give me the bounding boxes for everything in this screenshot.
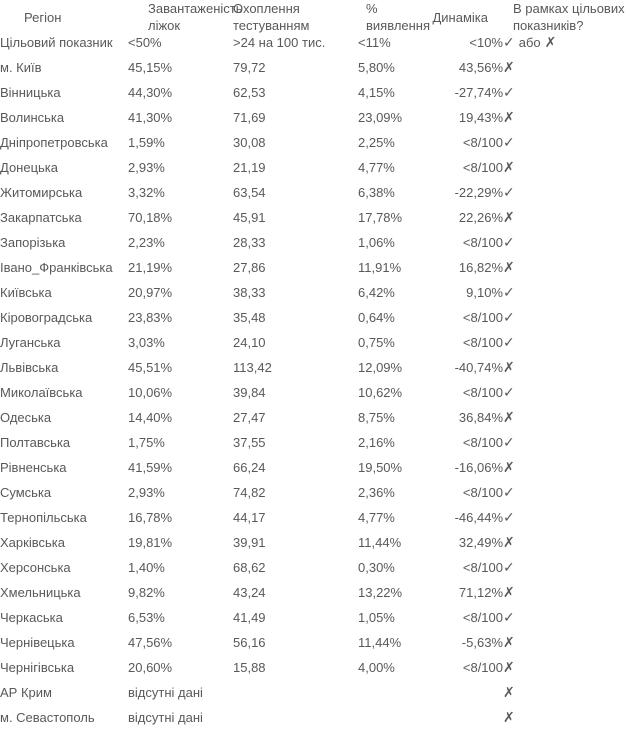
check-icon: ✓: [503, 334, 515, 350]
cell-dynamic: 43,56%: [458, 60, 503, 75]
header-row: [0, 0, 637, 34]
cell-beds: 14,40%: [128, 410, 173, 425]
cell-target-status: [503, 234, 637, 259]
cell-dynamic: -16,06%: [454, 460, 503, 475]
target-row-testing: >24 на 100 тис.: [233, 35, 326, 50]
cell-dynamic: 71,12%: [458, 585, 503, 600]
cell-target-status: [503, 159, 637, 184]
cell-testing: 39,84: [233, 385, 266, 400]
table-row: [0, 134, 637, 159]
cell-detect: 11,44%: [358, 535, 402, 550]
check-icon: ✓: [503, 184, 515, 200]
column-header-dynamic-line-1: Динаміка: [432, 9, 488, 25]
cell-region: Чернігівська: [0, 660, 75, 675]
column-header-detect: [358, 0, 431, 34]
cell-detect: 2,16%: [358, 435, 395, 450]
cell-beds: 2,93%: [128, 485, 165, 500]
table-row: [0, 59, 637, 84]
cell-dynamic: 36,84%: [458, 410, 503, 425]
cell-target-status: [503, 209, 637, 234]
cell-region: Закарпатська: [0, 210, 82, 225]
check-icon: ✓: [503, 234, 515, 250]
column-header-beds-line-1: Завантаженість: [148, 1, 243, 16]
cell-beds: 3,03%: [128, 335, 165, 350]
column-header-testing-line-1: Охоплення: [233, 1, 300, 16]
cell-testing: 79,72: [233, 60, 266, 75]
table-row: [0, 309, 637, 334]
cell-dynamic: [423, 684, 503, 709]
target-row-beds: <50%: [128, 35, 162, 50]
cell-beds: 3,32%: [128, 185, 165, 200]
cell-detect: 12,09%: [358, 360, 403, 375]
check-icon: ✓: [503, 509, 515, 525]
cell-beds: 41,59%: [128, 460, 173, 475]
cell-testing: 15,88: [233, 660, 266, 675]
cell-detect: 1,06%: [358, 235, 395, 250]
cell-detect: 17,78%: [358, 210, 403, 225]
cell-region: Київська: [0, 285, 52, 300]
table-row: [0, 84, 637, 109]
cell-beds: 19,81%: [128, 535, 173, 550]
cell-region: Львівська: [0, 360, 59, 375]
cell-target-status: [503, 84, 637, 109]
cell-region: Дніпропетровська: [0, 135, 108, 150]
cell-testing: 63,54: [233, 185, 266, 200]
target-row-legend: [503, 34, 637, 59]
cell-testing: 38,33: [233, 285, 266, 300]
cell-target-status: [503, 134, 637, 159]
cell-beds: 1,75%: [128, 435, 165, 450]
cell-beds: відсутні дані: [128, 685, 203, 700]
cell-testing: 27,86: [233, 260, 266, 275]
cell-target-status: [503, 484, 637, 509]
column-header-beds: [128, 0, 243, 34]
cell-testing: 74,82: [233, 485, 266, 500]
cell-testing: 113,42: [233, 360, 272, 375]
cell-target-status: [503, 709, 637, 734]
cell-detect: 4,00%: [358, 660, 395, 675]
check-icon: ✓: [503, 484, 515, 500]
cell-testing: 41,49: [233, 610, 266, 625]
cell-region: Івано_Франківська: [0, 260, 113, 275]
table-row: [0, 484, 637, 509]
cell-testing: 71,69: [233, 110, 266, 125]
table-row: [0, 709, 637, 734]
cell-region: м. Київ: [0, 60, 42, 75]
cell-target-status: [503, 584, 637, 609]
cell-detect: 11,44%: [358, 635, 402, 650]
cell-region: Луганська: [0, 335, 61, 350]
cell-detect: 6,42%: [358, 285, 395, 300]
table-row: [0, 184, 637, 209]
cell-region: Запорізька: [0, 235, 66, 250]
column-header-dynamic: [423, 0, 503, 34]
cell-beds: відсутні дані: [128, 710, 203, 725]
cell-target-status: [503, 684, 637, 709]
cell-target-status: [503, 509, 637, 534]
cell-detect: 8,75%: [358, 410, 395, 425]
table-row: [0, 409, 637, 434]
cell-target-status: [503, 259, 637, 284]
cell-region: Чернівецька: [0, 635, 75, 650]
cell-beds: 45,51%: [128, 360, 173, 375]
table-row: [0, 384, 637, 409]
cell-detect: 4,77%: [358, 510, 395, 525]
target-row-label: Цільовий показник: [0, 35, 113, 50]
cell-detect: 0,30%: [358, 560, 395, 575]
cell-beds: 21,19%: [128, 260, 173, 275]
cell-beds: 70,18%: [128, 210, 173, 225]
cell-testing: 43,24: [233, 585, 266, 600]
column-header-region: [0, 0, 128, 34]
cell-testing: 45,91: [233, 210, 266, 225]
cell-target-status: [503, 459, 637, 484]
table-row: [0, 659, 637, 684]
check-icon: ✓: [503, 434, 515, 450]
cell-beds: 23,83%: [128, 310, 173, 325]
table-row: [0, 359, 637, 384]
column-header-region-line-1: Регіон: [24, 9, 62, 25]
cell-dynamic: 19,43%: [458, 110, 503, 125]
table-row: [0, 334, 637, 359]
cell-testing: 56,16: [233, 635, 266, 650]
cell-testing: [233, 684, 358, 709]
cell-dynamic: <8/100: [462, 660, 503, 675]
cell-testing: 28,33: [233, 235, 266, 250]
target-row-detect: <11%: [358, 35, 391, 50]
cell-detect: [358, 709, 423, 734]
cell-detect: [358, 684, 423, 709]
cell-detect: 10,62%: [358, 385, 403, 400]
table-row: [0, 109, 637, 134]
cell-dynamic: <8/100: [462, 235, 503, 250]
cell-testing: 30,08: [233, 135, 266, 150]
cell-detect: 1,05%: [358, 610, 395, 625]
cell-target-status: [503, 309, 637, 334]
cell-region: Харківська: [0, 535, 65, 550]
table-row: [0, 434, 637, 459]
cell-dynamic: <8/100: [462, 485, 503, 500]
cell-region: Вінницька: [0, 85, 61, 100]
cell-dynamic: <8/100: [462, 335, 503, 350]
table-row: [0, 634, 637, 659]
cell-target-status: [503, 659, 637, 684]
table-row: [0, 459, 637, 484]
check-icon: ✓: [503, 284, 515, 300]
cell-detect: 19,50%: [358, 460, 403, 475]
column-header-target-line-2: показників?: [513, 18, 584, 33]
cross-icon: ✗: [503, 534, 515, 550]
cell-detect: 23,09%: [358, 110, 403, 125]
cross-icon: ✗: [503, 709, 515, 725]
cell-target-status: [503, 384, 637, 409]
cell-target-status: [503, 634, 637, 659]
table-body: [0, 34, 637, 734]
cell-region: Одеська: [0, 410, 52, 425]
check-icon: ✓: [503, 84, 515, 100]
cell-dynamic: -5,63%: [461, 635, 503, 650]
cell-dynamic: <8/100: [462, 135, 503, 150]
cell-beds: 16,78%: [128, 510, 173, 525]
cell-testing: 44,17: [233, 510, 266, 525]
cell-region: Миколаївська: [0, 385, 83, 400]
cell-beds: 6,53%: [128, 610, 165, 625]
cell-region: м. Севастополь: [0, 710, 95, 725]
cell-target-status: [503, 434, 637, 459]
cross-icon: ✗: [503, 409, 515, 425]
column-header-testing-line-2: тестуванням: [233, 18, 310, 33]
cross-icon: ✗: [503, 659, 515, 675]
cell-region: Донецька: [0, 160, 59, 175]
cell-beds: 20,60%: [128, 660, 173, 675]
check-icon: ✓: [503, 559, 515, 575]
cell-testing: 27,47: [233, 410, 266, 425]
cell-beds: 9,82%: [128, 585, 165, 600]
cell-detect: 4,15%: [358, 85, 395, 100]
cell-dynamic: -46,44%: [454, 510, 503, 525]
cell-beds: 45,15%: [128, 60, 173, 75]
cell-region: Черкаська: [0, 610, 63, 625]
cell-dynamic: <8/100: [462, 610, 503, 625]
cell-beds: 47,56%: [128, 635, 173, 650]
cell-target-status: [503, 559, 637, 584]
target-row-dynamic: <10%: [469, 35, 503, 50]
table-row: [0, 209, 637, 234]
cell-region: Рівненська: [0, 460, 67, 475]
cross-icon: ✗: [503, 684, 515, 700]
cell-beds: 41,30%: [128, 110, 173, 125]
cell-dynamic: <8/100: [462, 385, 503, 400]
cell-target-status: [503, 534, 637, 559]
legend-or-label: або: [518, 35, 541, 50]
table-row: [0, 159, 637, 184]
cell-testing: 66,24: [233, 460, 266, 475]
cell-beds: 1,59%: [128, 135, 165, 150]
column-header-target-line-1: В рамках цільових: [513, 1, 625, 16]
cross-icon: ✗: [503, 634, 515, 650]
cell-dynamic: -22,29%: [454, 185, 503, 200]
cell-detect: 6,38%: [358, 185, 395, 200]
table-row: [0, 259, 637, 284]
column-header-beds-line-2: ліжок: [148, 18, 181, 33]
cell-region: Волинська: [0, 110, 65, 125]
cell-beds: 2,93%: [128, 160, 165, 175]
cell-beds: 44,30%: [128, 85, 173, 100]
cell-dynamic: 16,82%: [458, 260, 503, 275]
column-header-detect-line-2: виявлення: [366, 18, 431, 33]
cell-testing: 21,19: [233, 160, 266, 175]
cross-icon: ✗: [503, 584, 515, 600]
cell-testing: 39,91: [233, 535, 266, 550]
cell-dynamic: <8/100: [462, 310, 503, 325]
cell-target-status: [503, 284, 637, 309]
cell-dynamic: 32,49%: [458, 535, 503, 550]
cell-beds: 2,23%: [128, 235, 165, 250]
check-icon: ✓: [503, 309, 515, 325]
cell-region: Херсонська: [0, 560, 71, 575]
cross-icon: ✗: [503, 59, 515, 75]
cell-dynamic: -40,74%: [454, 360, 503, 375]
cell-detect: 13,22%: [358, 585, 403, 600]
cell-beds: 10,06%: [128, 385, 173, 400]
cell-testing: 68,62: [233, 560, 266, 575]
table-row: [0, 509, 637, 534]
cell-detect: 11,91%: [358, 260, 402, 275]
cell-region: Полтавська: [0, 435, 71, 450]
cell-region: Сумська: [0, 485, 52, 500]
cell-target-status: [503, 184, 637, 209]
cell-region: АР Крим: [0, 685, 52, 700]
cell-target-status: [503, 609, 637, 634]
cell-dynamic: 9,10%: [466, 285, 503, 300]
cell-region: Кіровоградська: [0, 310, 93, 325]
cell-target-status: [503, 109, 637, 134]
table-row: [0, 559, 637, 584]
cell-dynamic: <8/100: [462, 435, 503, 450]
cell-dynamic: 22,26%: [458, 210, 503, 225]
cross-icon: ✗: [503, 459, 515, 475]
cell-beds: 1,40%: [128, 560, 165, 575]
cell-detect: 4,77%: [358, 160, 395, 175]
cell-dynamic: [423, 709, 503, 734]
check-icon: ✓: [503, 34, 515, 50]
cell-dynamic: <8/100: [462, 160, 503, 175]
cell-target-status: [503, 59, 637, 84]
cell-target-status: [503, 359, 637, 384]
cell-region: Житомирська: [0, 185, 83, 200]
column-header-detect-line-1: %: [366, 1, 378, 16]
table-row: [0, 584, 637, 609]
cell-dynamic: -27,74%: [454, 85, 503, 100]
target-reference-row: [0, 34, 637, 59]
cell-testing: 62,53: [233, 85, 266, 100]
table-row: [0, 284, 637, 309]
table-row: [0, 534, 637, 559]
check-icon: ✓: [503, 384, 515, 400]
cross-icon: ✗: [503, 209, 515, 225]
table-header: [0, 0, 637, 34]
cross-icon: ✗: [544, 34, 557, 50]
cross-icon: ✗: [503, 109, 515, 125]
cell-dynamic: <8/100: [462, 560, 503, 575]
table-row: [0, 234, 637, 259]
cell-detect: 2,36%: [358, 485, 395, 500]
check-icon: ✓: [503, 609, 515, 625]
cell-detect: 5,80%: [358, 60, 395, 75]
column-header-testing: [233, 0, 358, 34]
cross-icon: ✗: [503, 359, 515, 375]
cell-detect: 0,75%: [358, 335, 395, 350]
cell-beds: 20,97%: [128, 285, 173, 300]
table-row: [0, 684, 637, 709]
check-icon: ✓: [503, 134, 515, 150]
cell-target-status: [503, 409, 637, 434]
cell-testing: 37,55: [233, 435, 266, 450]
cell-detect: 2,25%: [358, 135, 395, 150]
cell-region: Хмельницька: [0, 585, 81, 600]
cell-region: Тернопільська: [0, 510, 87, 525]
cell-testing: [233, 709, 358, 734]
cell-testing: 24,10: [233, 335, 266, 350]
cross-icon: ✗: [503, 259, 515, 275]
cell-detect: 0,64%: [358, 310, 395, 325]
cross-icon: ✗: [503, 159, 515, 175]
column-header-target: [503, 0, 637, 34]
cell-testing: 35,48: [233, 310, 266, 325]
cell-target-status: [503, 334, 637, 359]
table-row: [0, 609, 637, 634]
